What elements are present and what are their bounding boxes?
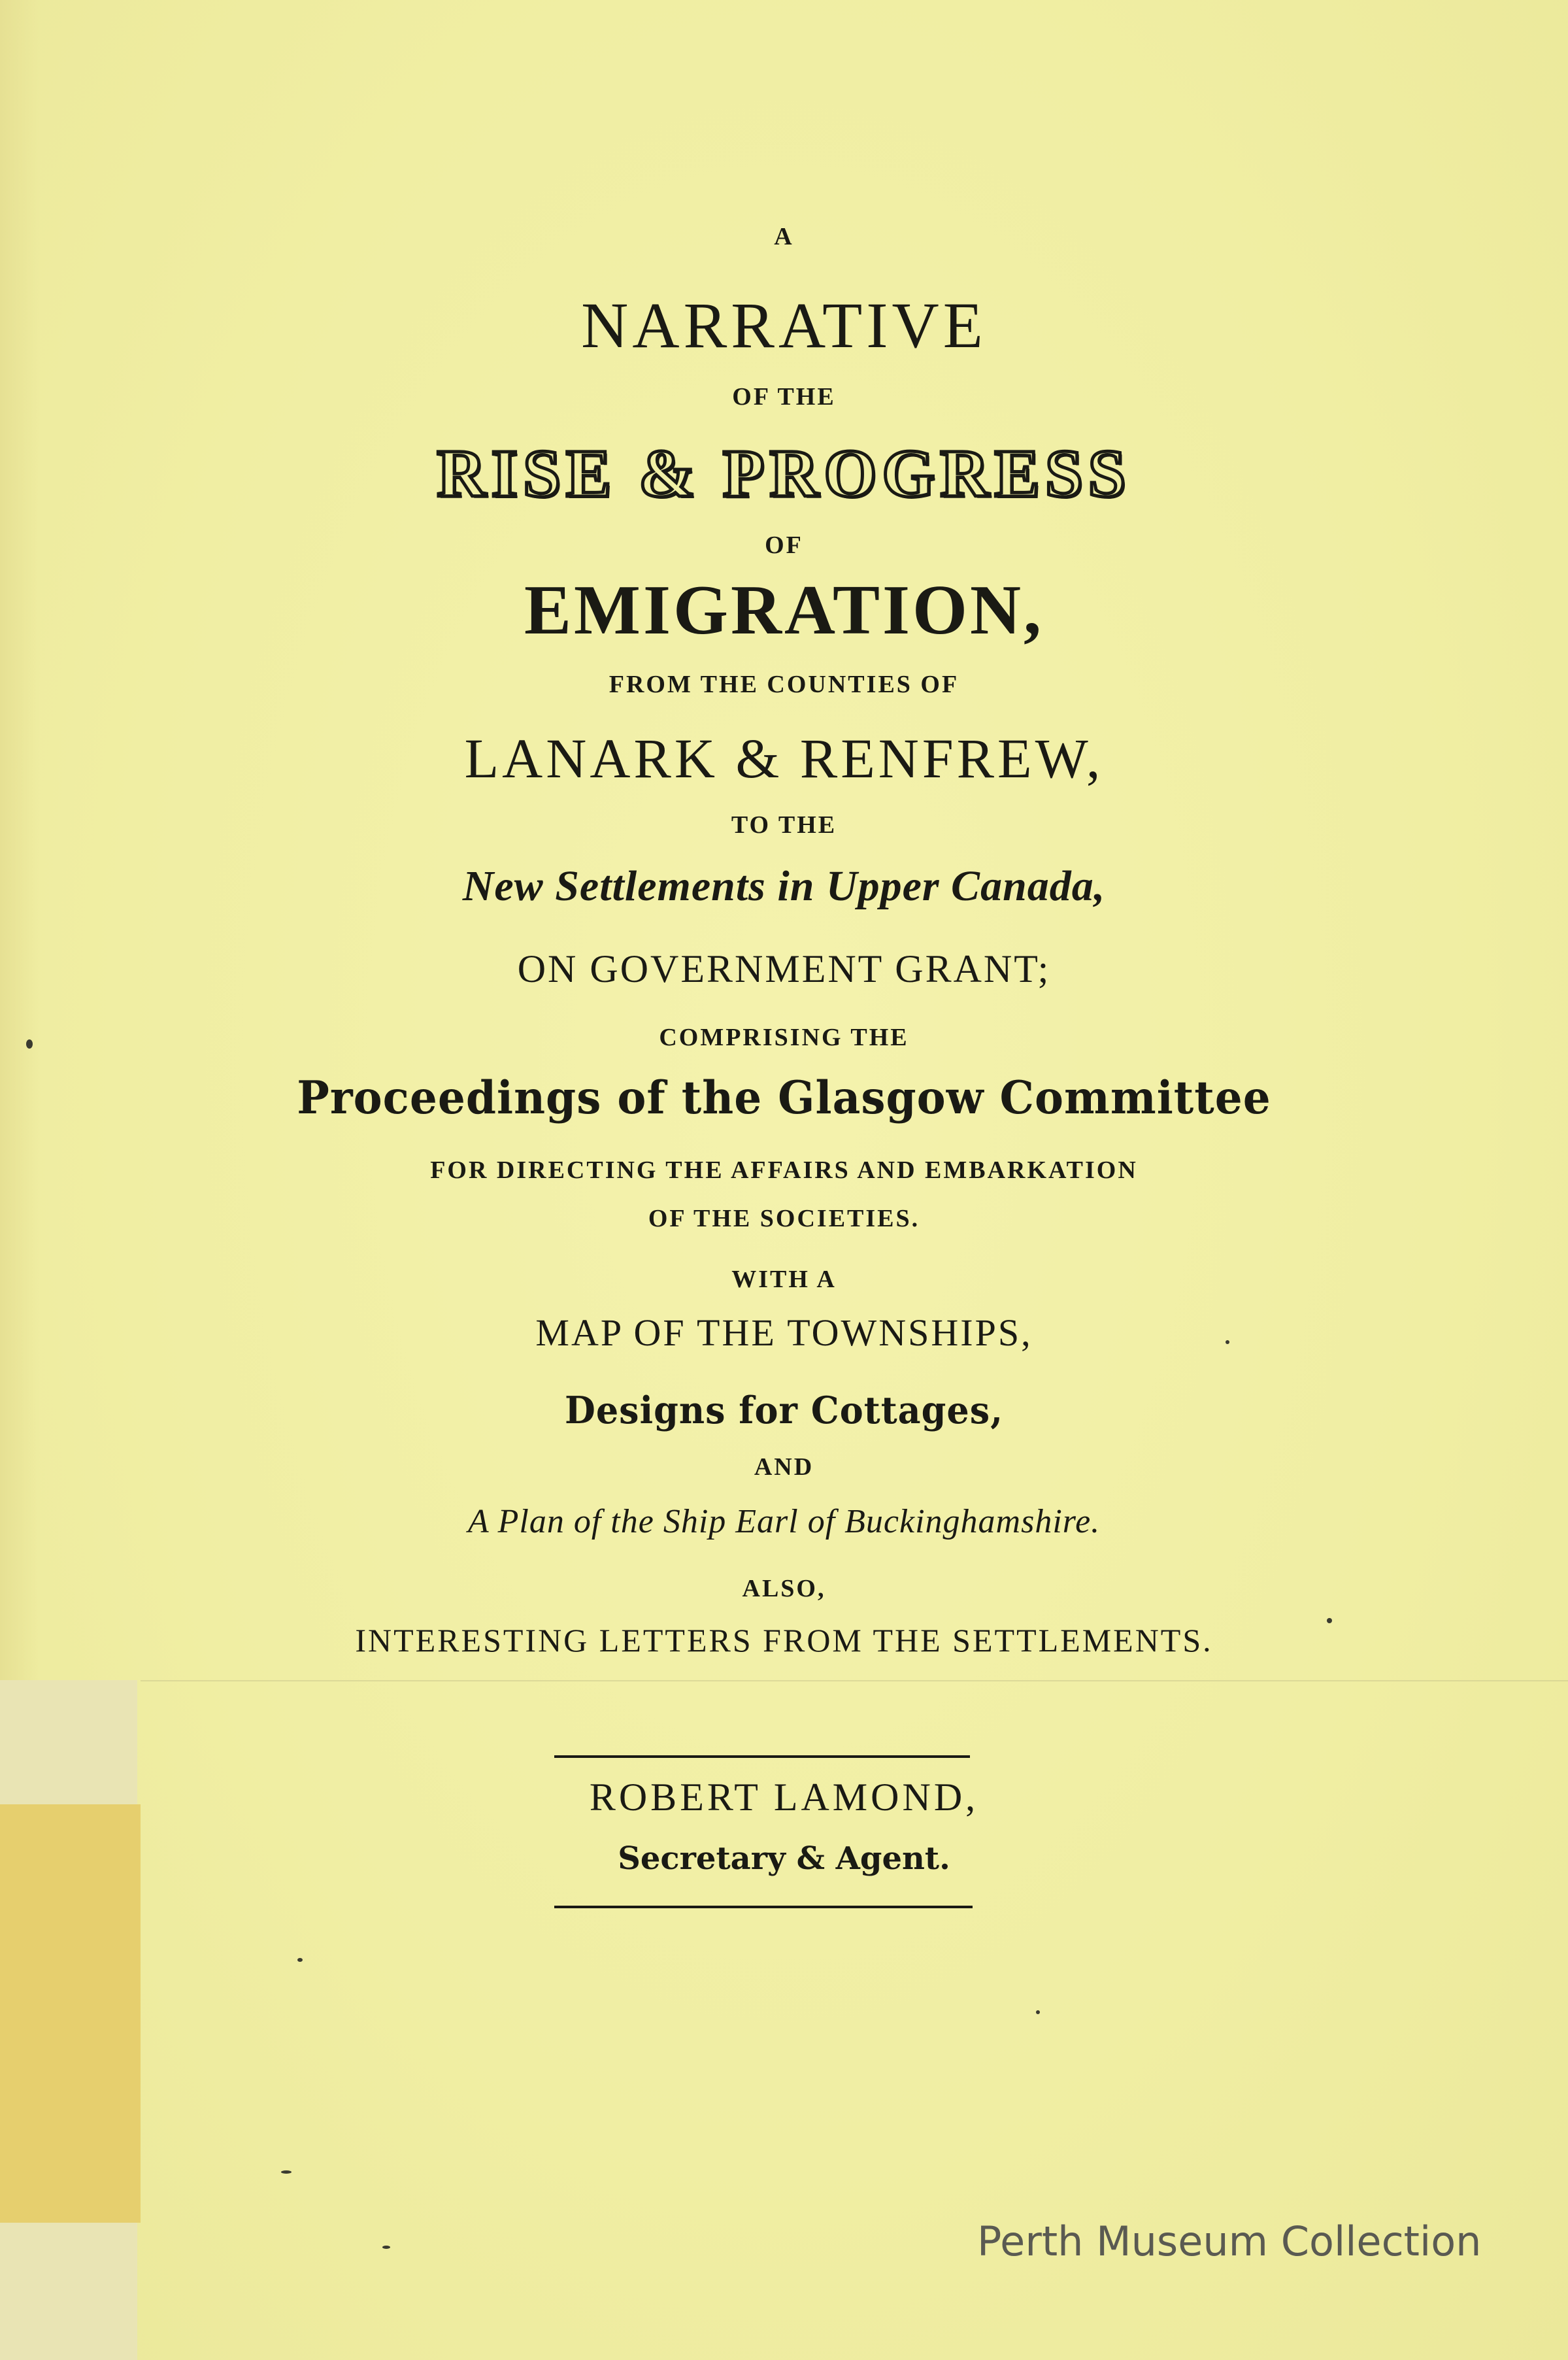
title-emigration: EMIGRATION,	[524, 571, 1044, 649]
author-role: Secretary & Agent.	[618, 1840, 950, 1877]
subtitle-proceedings: Proceedings of the Glasgow Committee	[297, 1071, 1271, 1124]
title-narrative: NARRATIVE	[581, 289, 987, 362]
watermark-text: Perth Museum Collection	[977, 2217, 1482, 2265]
title-rise-progress: RISE & PROGRESS	[437, 436, 1131, 511]
subtitle-also: ALSO,	[742, 1575, 826, 1602]
paper-speck	[1226, 1340, 1229, 1344]
subtitle-designs-cottages: Designs for Cottages,	[564, 1388, 1003, 1432]
title-of: OF	[765, 531, 803, 559]
subtitle-letters: INTERESTING LETTERS FROM THE SETTLEMENTS.	[355, 1622, 1213, 1659]
subtitle-ship-plan: A Plan of the Ship Earl of Buckinghamshire.	[467, 1503, 1101, 1540]
title-article: A	[774, 223, 794, 250]
paper-speck	[297, 1958, 303, 1962]
label-edge-line	[141, 1680, 1568, 1681]
subtitle-with-a: WITH A	[731, 1266, 837, 1293]
subtitle-directing: FOR DIRECTING THE AFFAIRS AND EMBARKATION	[430, 1156, 1138, 1184]
subtitle-and: AND	[754, 1453, 814, 1481]
paper-speck	[281, 2170, 292, 2174]
rule-top	[554, 1755, 970, 1758]
subtitle-lanark-renfrew: LANARK & RENFREW,	[464, 727, 1104, 790]
paper-speck	[1327, 1618, 1332, 1623]
subtitle-from-counties: FROM THE COUNTIES OF	[609, 671, 959, 698]
subtitle-government-grant: ON GOVERNMENT GRANT;	[517, 947, 1051, 990]
rule-bottom	[554, 1906, 973, 1908]
subtitle-comprising: COMPRISING THE	[659, 1024, 909, 1051]
paper-speck	[26, 1039, 33, 1049]
paper-speck	[382, 2246, 390, 2249]
subtitle-new-settlements: New Settlements in Upper Canada,	[462, 862, 1106, 910]
title-of-the: OF THE	[732, 383, 836, 411]
subtitle-societies: OF THE SOCIETIES.	[648, 1205, 920, 1232]
author-name: ROBERT LAMOND,	[589, 1776, 979, 1819]
subtitle-map-townships: MAP OF THE TOWNSHIPS,	[535, 1311, 1033, 1354]
paper-speck	[1036, 2010, 1040, 2014]
subtitle-to-the: TO THE	[731, 811, 837, 839]
